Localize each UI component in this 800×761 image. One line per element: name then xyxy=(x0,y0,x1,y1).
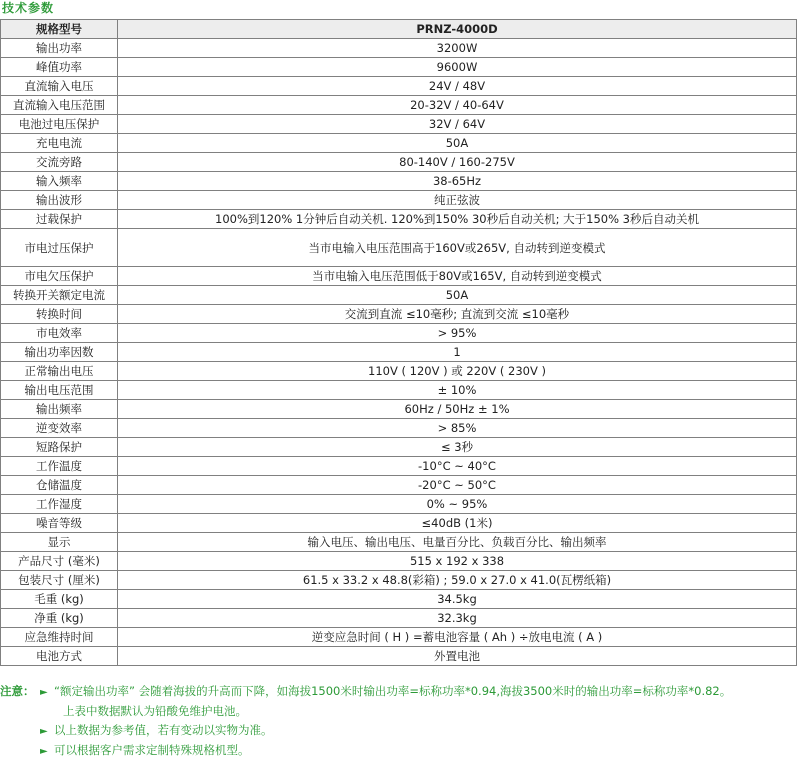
table-row xyxy=(1,96,797,115)
table-row xyxy=(1,381,797,400)
note-text: “额定输出功率” 会随着海拔的升高而下降，如海拔1500米时输出功率=标称功率*0.94,海拔3500米时的输出功率=标称功率*0.82。 xyxy=(54,684,731,698)
spec-value: 61.5 x 33.2 x 48.8(彩箱) ; 59.0 x 27.0 x 41.0(瓦楞纸箱) xyxy=(118,571,797,590)
table-row xyxy=(1,552,797,571)
spec-value: 20-32V / 40-64V xyxy=(118,96,797,115)
table-row xyxy=(1,324,797,343)
spec-label: 交流旁路 xyxy=(1,153,118,172)
spec-value: 外置电池 xyxy=(118,647,797,666)
spec-label: 转换时间 xyxy=(1,305,118,324)
table-row xyxy=(1,533,797,552)
table-row xyxy=(1,476,797,495)
spec-value: 80-140V / 160-275V xyxy=(118,153,797,172)
table-row xyxy=(1,457,797,476)
spec-value: 515 x 192 x 338 xyxy=(118,552,797,571)
table-row xyxy=(1,609,797,628)
spec-table xyxy=(0,19,797,666)
spec-value: 纯正弦波 xyxy=(118,191,797,210)
spec-label: 直流输入电压 xyxy=(1,77,118,96)
spec-value: 9600W xyxy=(118,58,797,77)
table-row xyxy=(1,495,797,514)
arrow-icon: ► xyxy=(40,683,54,703)
spec-value: 110V ( 120V ) 或 220V ( 230V ) xyxy=(118,362,797,381)
spec-value: 100%到120% 1分钟后自动关机. 120%到150% 30秒后自动关机; 大于150% 3秒后自动关机 xyxy=(118,210,797,229)
spec-value: 交流到直流 ≤10毫秒; 直流到交流 ≤10毫秒 xyxy=(118,305,797,324)
table-row xyxy=(1,647,797,666)
table-row xyxy=(1,362,797,381)
note-text: 上表中数据默认为铅酸免维护电池。 xyxy=(63,704,247,718)
spec-label: 短路保护 xyxy=(1,438,118,457)
note-line xyxy=(0,682,800,702)
table-row xyxy=(1,58,797,77)
spec-value: 60Hz / 50Hz ± 1% xyxy=(118,400,797,419)
spec-value: 1 xyxy=(118,343,797,362)
arrow-icon: ► xyxy=(40,742,54,761)
spec-value: 50A xyxy=(118,286,797,305)
spec-label: 毛重 (kg) xyxy=(1,590,118,609)
spec-value: 32V / 64V xyxy=(118,115,797,134)
note-label: 注意： xyxy=(0,682,35,702)
arrow-icon: ► xyxy=(40,722,54,742)
spec-label: 产品尺寸 (毫米) xyxy=(1,552,118,571)
spec-label: 市电过压保护 xyxy=(1,229,118,267)
table-header-row xyxy=(1,20,797,39)
spec-value: 32.3kg xyxy=(118,609,797,628)
spec-value: > 95% xyxy=(118,324,797,343)
spec-value: 当市电输入电压范围低于80V或165V, 自动转到逆变模式 xyxy=(118,267,797,286)
header-model: PRNZ-4000D xyxy=(118,20,797,39)
table-row xyxy=(1,115,797,134)
spec-label: 充电电流 xyxy=(1,134,118,153)
spec-label: 逆变效率 xyxy=(1,419,118,438)
note-line xyxy=(0,702,800,722)
spec-label: 包装尺寸 (厘米) xyxy=(1,571,118,590)
spec-label: 直流输入电压范围 xyxy=(1,96,118,115)
spec-label: 显示 xyxy=(1,533,118,552)
spec-value: 3200W xyxy=(118,39,797,58)
table-row xyxy=(1,343,797,362)
spec-label: 峰值功率 xyxy=(1,58,118,77)
spec-label: 输出波形 xyxy=(1,191,118,210)
note-text: 可以根据客户需求定制特殊规格机型。 xyxy=(54,743,250,757)
table-row xyxy=(1,77,797,96)
table-row xyxy=(1,590,797,609)
spec-value: ± 10% xyxy=(118,381,797,400)
spec-value: 38-65Hz xyxy=(118,172,797,191)
note-text: 以上数据为参考值，若有变动以实物为准。 xyxy=(54,723,273,737)
spec-value: ≤ 3秒 xyxy=(118,438,797,457)
table-row xyxy=(1,438,797,457)
table-row xyxy=(1,628,797,647)
table-row xyxy=(1,39,797,58)
spec-value: ≤40dB (1米) xyxy=(118,514,797,533)
spec-label: 过载保护 xyxy=(1,210,118,229)
spec-label: 噪音等级 xyxy=(1,514,118,533)
spec-label: 净重 (kg) xyxy=(1,609,118,628)
table-row xyxy=(1,286,797,305)
spec-label: 输入频率 xyxy=(1,172,118,191)
table-row xyxy=(1,229,797,267)
spec-label: 电池过电压保护 xyxy=(1,115,118,134)
spec-label: 市电欠压保护 xyxy=(1,267,118,286)
spec-label: 输出频率 xyxy=(1,400,118,419)
table-row xyxy=(1,400,797,419)
note-line xyxy=(0,741,800,761)
table-row xyxy=(1,191,797,210)
table-row xyxy=(1,134,797,153)
spec-value: 50A xyxy=(118,134,797,153)
spec-label: 应急维持时间 xyxy=(1,628,118,647)
table-row xyxy=(1,267,797,286)
spec-label: 工作湿度 xyxy=(1,495,118,514)
table-row xyxy=(1,210,797,229)
spec-label: 输出功率 xyxy=(1,39,118,58)
spec-value: 输入电压、输出电压、电量百分比、负载百分比、输出频率 xyxy=(118,533,797,552)
section-title: 技术参数 xyxy=(2,0,54,16)
spec-label: 正常输出电压 xyxy=(1,362,118,381)
spec-label: 电池方式 xyxy=(1,647,118,666)
spec-value: 34.5kg xyxy=(118,590,797,609)
spec-value: 24V / 48V xyxy=(118,77,797,96)
spec-label: 输出电压范围 xyxy=(1,381,118,400)
table-row xyxy=(1,153,797,172)
notes xyxy=(0,682,800,760)
spec-label: 仓储温度 xyxy=(1,476,118,495)
spec-label: 工作温度 xyxy=(1,457,118,476)
spec-value: > 85% xyxy=(118,419,797,438)
spec-value: 逆变应急时间 ( H ) =蓄电池容量 ( Ah ) ÷放电电流 ( A ) xyxy=(118,628,797,647)
spec-label: 市电效率 xyxy=(1,324,118,343)
table-row xyxy=(1,172,797,191)
spec-value: 0% ~ 95% xyxy=(118,495,797,514)
spec-value: -20°C ~ 50°C xyxy=(118,476,797,495)
spec-label: 转换开关额定电流 xyxy=(1,286,118,305)
table-row xyxy=(1,514,797,533)
note-line xyxy=(0,721,800,741)
table-row xyxy=(1,571,797,590)
spec-value: 当市电输入电压范围高于160V或265V, 自动转到逆变模式 xyxy=(118,229,797,267)
spec-value: -10°C ~ 40°C xyxy=(118,457,797,476)
spec-label: 输出功率因数 xyxy=(1,343,118,362)
table-row xyxy=(1,419,797,438)
table-row xyxy=(1,305,797,324)
header-label: 规格型号 xyxy=(1,20,118,39)
